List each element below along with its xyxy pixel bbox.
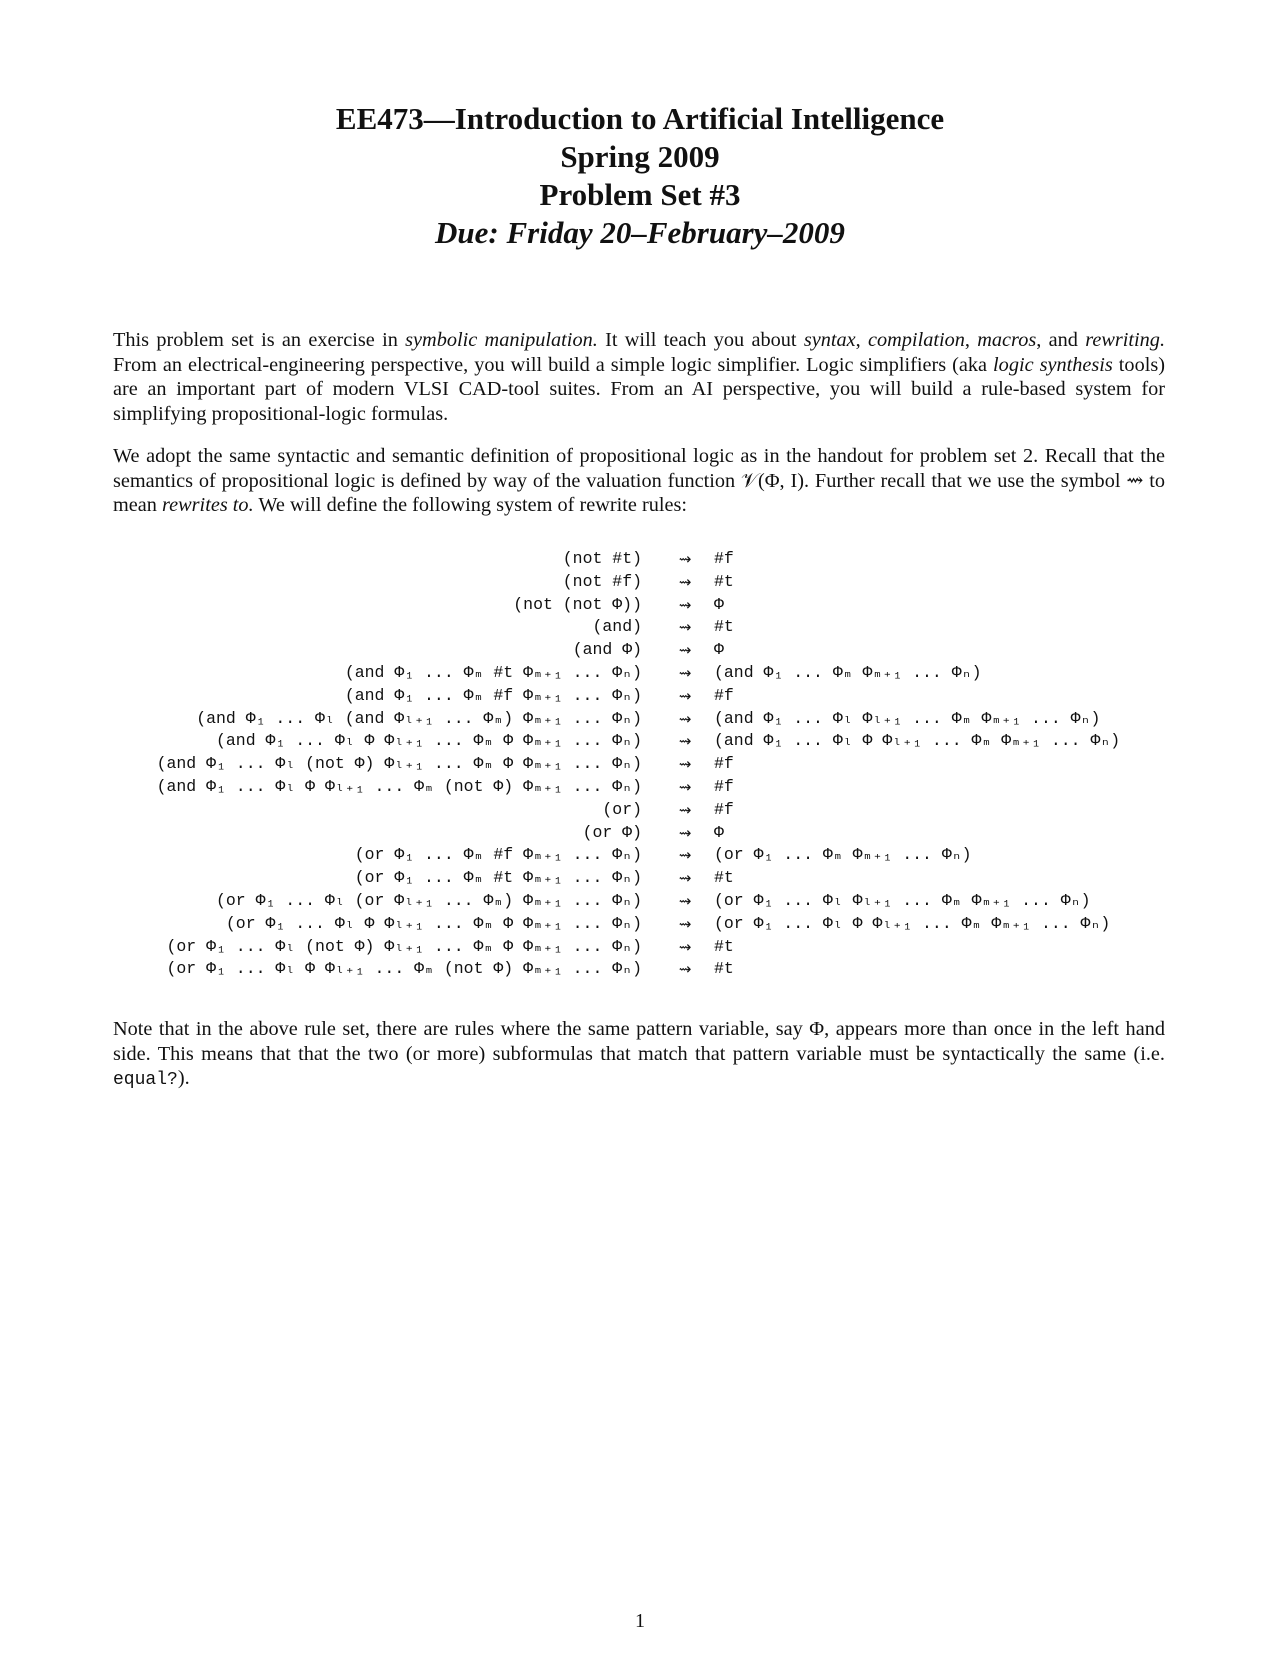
due-date: Due: Friday 20–February–2009 [435,215,845,250]
note-text: Note that in the above rule set, there are rules where the same pattern variable, say Φ, appears more than once in the left hand side. This means that that the two (or more) subformulas that match that pattern variable must be syntactically the same (i.e. [113,1018,1165,1065]
rule-row [0,776,1280,799]
rule-rhs: #f [714,776,734,796]
intro-emphasis: rewriting. [1085,329,1166,351]
rule-lhs: (not #t) [562,549,642,568]
intro-text: This problem set is an exercise in [113,329,406,351]
rule-lhs: (or Φ₁ ... Φₗ Φ Φₗ₊₁ ... Φₘ Φ Φₘ₊₁ ... Φₙ) [225,913,642,933]
rule-rhs: (and Φ₁ ... Φₗ Φ Φₗ₊₁ ... Φₘ Φₘ₊₁ ... Φₙ) [714,731,1121,751]
rewrites-to-icon: ⇝ [678,937,692,956]
rule-rhs: Φ [714,822,724,842]
rewrites-to-icon: ⇝ [678,823,692,842]
rewrites-to-icon: ⇝ [678,777,692,796]
rule-rhs: (and Φ₁ ... Φₘ Φₘ₊₁ ... Φₙ) [714,662,982,682]
intro-text: It will teach you about [597,329,804,351]
rule-row [0,548,1280,571]
rule-row [0,936,1280,959]
intro-emphasis: symbolic manipulation. [405,329,598,351]
note-text: ). [177,1067,190,1089]
rewrites-to-icon: ⇝ [678,686,692,705]
rule-row [0,571,1280,594]
rule-rhs: #t [714,571,734,591]
rule-rhs: #t [714,959,734,979]
rule-row [0,799,1280,822]
rule-lhs: (not (not Φ)) [513,594,642,614]
rule-row [0,708,1280,731]
intro-text: From an electrical-engineering perspective, you will build a simple logic simplifier. Logic simplifiers (aka [113,353,994,376]
rule-lhs: (and Φ₁ ... Φₗ (not Φ) Φₗ₊₁ ... Φₘ Φ Φₘ₊₁ ... Φₙ) [156,754,642,774]
rule-row [0,685,1280,708]
rule-lhs: (or Φ₁ ... Φₗ Φ Φₗ₊₁ ... Φₘ (not Φ) Φₘ₊₁ ... Φₙ) [166,959,642,979]
rule-lhs: (or Φ₁ ... Φₗ (or Φₗ₊₁ ... Φₘ) Φₘ₊₁ ... Φₙ) [216,890,642,910]
rule-lhs: (or Φ) [582,822,642,842]
semantics-paragraph [113,444,1165,518]
rewrites-to-icon: ⇝ [678,550,692,568]
intro-emphasis: syntax [803,329,856,351]
rewrites-to-icon: ⇝ [678,709,692,728]
rule-lhs: (and Φ) [572,640,642,660]
rule-rhs: #t [714,936,734,956]
intro-paragraph [113,328,1165,426]
intro-emphasis: macros [977,329,1037,351]
rule-lhs: (or Φ₁ ... Φₗ (not Φ) Φₗ₊₁ ... Φₘ Φ Φₘ₊₁ ... Φₙ) [166,936,642,956]
semantics-emphasis: rewrites to. [162,494,254,516]
rewrites-to-icon: ⇝ [678,641,692,660]
rule-rhs: (and Φ₁ ... Φₗ Φₗ₊₁ ... Φₘ Φₘ₊₁ ... Φₙ) [714,708,1101,728]
rule-rhs: #f [714,754,734,774]
rule-rhs: Φ [714,594,724,614]
rewrites-to-icon: ⇝ [678,755,692,774]
problem-set-title: Problem Set #3 [539,177,741,212]
rule-row [0,662,1280,685]
rule-row [0,753,1280,776]
page-number: 1 [635,1610,645,1632]
rewrites-to-icon: ⇝ [678,914,692,933]
rule-lhs: (and Φ₁ ... Φₗ (and Φₗ₊₁ ... Φₘ) Φₘ₊₁ ... Φₙ) [196,708,642,728]
note-code: equal? [113,1070,178,1090]
intro-emphasis: logic synthesis [993,353,1113,376]
intro-text: , [964,329,978,351]
rule-row [0,822,1280,845]
rule-lhs: (and Φ₁ ... Φₘ #f Φₘ₊₁ ... Φₙ) [344,685,642,705]
rewrites-to-icon: ⇝ [678,846,692,865]
semantics-text: We will define the following system of rewrite rules: [253,494,688,516]
rewrites-to-icon: ⇝ [678,663,692,682]
title-block [0,100,1280,252]
rule-rhs: (or Φ₁ ... Φₘ Φₘ₊₁ ... Φₙ) [714,845,972,865]
rule-lhs: (not #f) [562,571,642,591]
rule-row [0,958,1280,981]
rewrite-rules-table [0,548,1280,981]
term: Spring 2009 [560,139,720,174]
rewrites-to-icon: ⇝ [678,618,692,637]
rule-lhs: (or Φ₁ ... Φₘ #t Φₘ₊₁ ... Φₙ) [354,868,642,888]
rule-lhs: (or) [602,799,642,819]
intro-text: tools) are an important part of modern VLSI CAD-tool suites. From an AI perspective, you will build a rule-based system for simplifying propositional-logic formulas. [113,353,1165,425]
rule-rhs: #t [714,868,734,888]
intro-emphasis: compilation [868,329,965,351]
rule-rhs: #f [714,549,734,568]
rewrites-to-icon: ⇝ [678,891,692,910]
rule-row [0,913,1280,936]
rule-lhs: (and Φ₁ ... Φₗ Φ Φₗ₊₁ ... Φₘ Φ Φₘ₊₁ ... Φₙ) [216,731,642,751]
rewrites-to-icon: ⇝ [678,960,692,979]
rule-rhs: #f [714,799,734,819]
rule-rhs: #f [714,685,734,705]
rule-row [0,890,1280,913]
rule-rhs: (or Φ₁ ... Φₗ Φ Φₗ₊₁ ... Φₘ Φₘ₊₁ ... Φₙ) [714,913,1111,933]
rule-row [0,594,1280,617]
semantics-text: We adopt the same syntactic and semantic definition of propositional logic as in the handout for problem set 2. Recall that the semantics of propositional logic is defined by way of the valuation function 𝒱(Φ, I). Further recall that we use the symbol ⇝ to mean [113,445,1165,516]
rewrites-to-icon: ⇝ [678,595,692,614]
rule-rhs: #t [714,617,734,637]
rewrites-to-icon: ⇝ [678,732,692,751]
rule-lhs: (and Φ₁ ... Φₘ #t Φₘ₊₁ ... Φₙ) [344,662,642,682]
note-paragraph [113,1017,1165,1093]
rule-row [0,616,1280,639]
intro-text: , [855,329,868,351]
rewrites-to-icon: ⇝ [678,800,692,819]
rule-row [0,639,1280,662]
rewrites-to-icon: ⇝ [678,572,692,591]
rule-row [0,730,1280,753]
rule-lhs: (and) [592,617,642,637]
course-title: EE473—Introduction to Artificial Intelligence [335,101,945,136]
rewrites-to-icon: ⇝ [678,869,692,888]
rule-row [0,867,1280,890]
rule-lhs: (or Φ₁ ... Φₘ #f Φₘ₊₁ ... Φₙ) [354,845,642,865]
intro-text: , and [1036,329,1086,351]
rule-lhs: (and Φ₁ ... Φₗ Φ Φₗ₊₁ ... Φₘ (not Φ) Φₘ₊₁ ... Φₙ) [156,776,642,796]
rule-rhs: Φ [714,640,724,660]
rule-row [0,844,1280,867]
rule-rhs: (or Φ₁ ... Φₗ Φₗ₊₁ ... Φₘ Φₘ₊₁ ... Φₙ) [714,890,1091,910]
